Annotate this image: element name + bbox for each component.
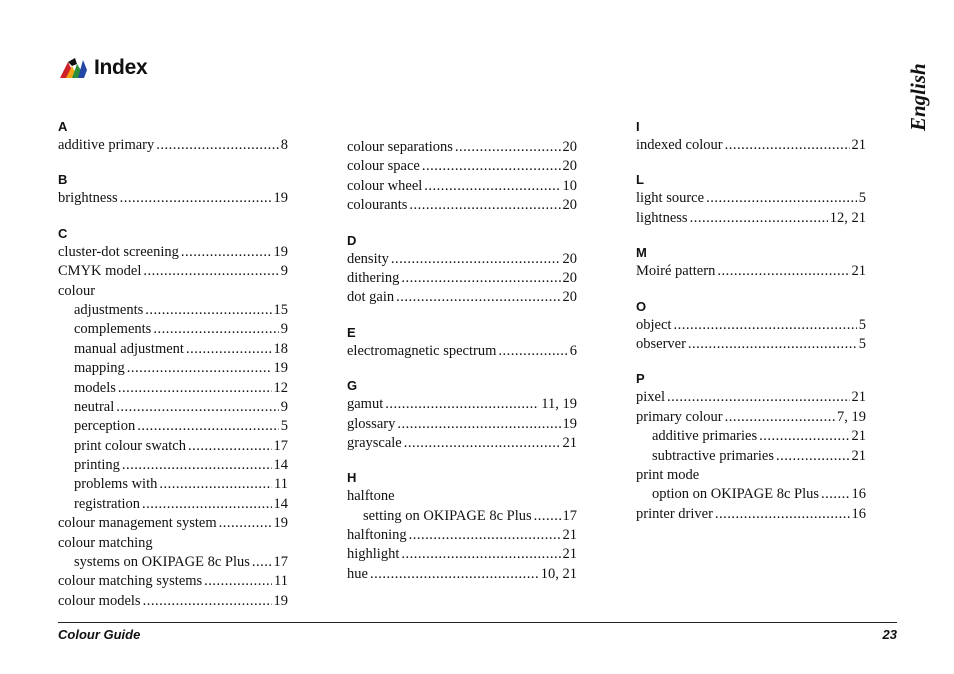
entry-page-ref: 21 <box>851 389 866 406</box>
entry-term: complements <box>74 321 152 338</box>
entry-page-ref: 20 <box>562 250 577 267</box>
entry-term: hue <box>347 565 368 582</box>
index-entry <box>58 262 288 281</box>
index-entry <box>347 565 577 584</box>
entry-page-ref: 11, 19 <box>541 396 577 413</box>
dot-leader <box>821 485 849 504</box>
entry-page-ref: 20 <box>562 158 577 175</box>
dot-leader <box>715 505 850 524</box>
entry-page-ref: 6 <box>569 342 577 359</box>
dot-leader <box>706 189 857 208</box>
dot-leader <box>498 342 567 361</box>
dot-leader <box>204 572 272 591</box>
index-entry <box>58 514 288 533</box>
entry-page-ref: 19 <box>562 415 577 432</box>
entry-term: brightness <box>58 190 118 207</box>
dot-leader <box>181 243 272 262</box>
dot-leader <box>690 209 828 228</box>
entry-page-ref: 20 <box>562 197 577 214</box>
logo-icon <box>58 56 88 80</box>
entry-page-ref: 21 <box>851 428 866 445</box>
entry-page-ref: 19 <box>273 360 288 377</box>
dot-leader <box>159 475 272 494</box>
index-entry <box>347 342 577 361</box>
dot-leader <box>186 340 272 359</box>
entry-page-ref: 16 <box>851 505 866 522</box>
entry-term: halftone <box>347 488 395 505</box>
entry-term: grayscale <box>347 434 402 451</box>
entry-term: perception <box>74 418 136 435</box>
index-entry <box>347 526 577 545</box>
entry-term: lightness <box>636 209 688 226</box>
index-entry <box>636 408 866 427</box>
entry-page-ref: 16 <box>851 486 866 503</box>
entry-term: halftoning <box>347 527 407 544</box>
dot-leader <box>455 138 561 157</box>
entry-term: dot gain <box>347 289 395 306</box>
dot-leader <box>116 398 278 417</box>
entry-page-ref: 10 <box>562 177 577 194</box>
entry-term: option on OKIPAGE 8c Plus <box>652 486 820 503</box>
entry-term: dithering <box>347 269 400 286</box>
index-entry <box>347 250 577 269</box>
index-subentry <box>58 301 288 320</box>
dot-leader <box>422 157 561 176</box>
entry-term: colour matching <box>58 534 153 551</box>
index-section <box>347 232 577 308</box>
section-letter: E <box>347 324 356 340</box>
index-entry <box>347 177 577 196</box>
index-subentry <box>58 495 288 514</box>
entry-term: mapping <box>74 360 125 377</box>
dot-leader <box>118 379 272 398</box>
entry-page-ref: 12, 21 <box>829 209 866 226</box>
entry-term: density <box>347 250 389 267</box>
index-entry <box>636 505 866 524</box>
entry-term: pixel <box>636 389 665 406</box>
dot-leader <box>759 427 849 446</box>
index-column-1 <box>58 118 288 611</box>
dot-leader <box>397 415 560 434</box>
index-section <box>636 370 866 524</box>
dot-leader <box>424 177 560 196</box>
entry-page-ref: 17 <box>273 554 288 571</box>
index-section <box>636 298 866 355</box>
language-tab <box>900 55 936 135</box>
section-letter: A <box>58 119 68 134</box>
entry-term: Moiré pattern <box>636 263 716 280</box>
entry-page-ref: 15 <box>273 301 288 318</box>
section-spacer <box>347 118 577 138</box>
index-subentry <box>58 417 288 436</box>
entry-term: colour models <box>58 592 141 609</box>
section-letter: B <box>58 172 68 188</box>
index-entry <box>636 335 866 354</box>
entry-page-ref: 11 <box>274 476 288 493</box>
footer-page-number: 23 <box>882 627 897 642</box>
index-entry <box>58 189 288 208</box>
index-column-2 <box>347 118 577 584</box>
section-letter: H <box>347 470 357 486</box>
entry-page-ref: 21 <box>851 447 866 464</box>
entry-term: manual adjustment <box>74 340 184 357</box>
entry-page-ref: 10, 21 <box>540 565 577 582</box>
index-entry <box>347 545 577 564</box>
dot-leader <box>153 320 278 339</box>
entry-page-ref: 14 <box>273 457 288 474</box>
section-letter: C <box>58 225 68 241</box>
index-entry <box>58 572 288 591</box>
index-entry <box>636 466 866 485</box>
section-letter: G <box>347 378 358 394</box>
dot-leader <box>127 359 272 378</box>
index-header <box>58 56 147 80</box>
entry-page-ref: 7, 19 <box>837 408 866 425</box>
index-subentry <box>58 320 288 339</box>
entry-page-ref: 20 <box>562 139 577 155</box>
index-entry <box>347 196 577 215</box>
index-entry <box>347 434 577 453</box>
dot-leader <box>156 136 279 155</box>
dot-leader <box>137 417 279 436</box>
entry-term: primary colour <box>636 408 723 425</box>
index-entry <box>347 269 577 288</box>
entry-term: colour separations <box>347 139 453 155</box>
entry-term: printing <box>74 457 120 474</box>
entry-page-ref: 14 <box>273 495 288 512</box>
entry-term: adjustments <box>74 301 144 318</box>
language-tab-label: English <box>906 63 930 131</box>
dot-leader <box>717 262 849 281</box>
entry-page-ref: 20 <box>562 289 577 306</box>
footer-guide-title: Colour Guide <box>58 627 141 642</box>
index-section <box>636 244 866 281</box>
dot-leader <box>409 526 561 545</box>
entry-term: CMYK model <box>58 263 142 280</box>
entry-page-ref: 21 <box>562 527 577 544</box>
page-title: Index <box>94 56 148 79</box>
index-section <box>347 377 577 453</box>
index-entry <box>58 282 288 301</box>
entry-term: colour space <box>347 158 420 175</box>
index-section <box>636 171 866 228</box>
dot-leader <box>145 301 271 320</box>
index-entry <box>58 534 288 553</box>
entry-term: additive primaries <box>652 428 758 445</box>
entry-page-ref: 18 <box>273 340 288 357</box>
index-entry <box>636 189 866 208</box>
index-entry <box>347 138 577 157</box>
index-subentry <box>58 340 288 359</box>
dot-leader <box>188 437 272 456</box>
section-letter: D <box>347 232 357 248</box>
footer-divider <box>58 622 897 623</box>
entry-page-ref: 19 <box>273 515 288 532</box>
index-subentry <box>636 447 866 466</box>
dot-leader <box>404 434 561 453</box>
index-entry <box>347 487 577 506</box>
entry-term: observer <box>636 335 686 352</box>
index-subentry <box>58 553 288 572</box>
index-subentry <box>58 437 288 456</box>
entry-page-ref: 17 <box>273 437 288 454</box>
entry-page-ref: 8 <box>280 137 288 153</box>
entry-page-ref: 12 <box>273 379 288 396</box>
entry-page-ref: 9 <box>280 398 288 415</box>
entry-page-ref: 19 <box>273 190 288 207</box>
entry-term: subtractive primaries <box>652 447 774 464</box>
dot-leader <box>143 592 272 611</box>
entry-page-ref: 11 <box>274 573 288 590</box>
dot-leader <box>391 250 561 269</box>
entry-page-ref: 21 <box>851 263 866 280</box>
entry-page-ref: 21 <box>851 137 866 153</box>
dot-leader <box>385 395 539 414</box>
index-subentry <box>347 507 577 526</box>
index-entry <box>347 415 577 434</box>
index-entry <box>636 136 866 155</box>
index-section <box>347 324 577 361</box>
entry-page-ref: 19 <box>273 243 288 260</box>
entry-term: printer driver <box>636 505 713 522</box>
entry-term: registration <box>74 495 141 512</box>
index-subentry <box>58 456 288 475</box>
entry-term: print colour swatch <box>74 437 186 454</box>
dot-leader <box>725 408 835 427</box>
index-subentry <box>58 379 288 398</box>
index-section <box>58 118 288 155</box>
dot-leader <box>370 565 539 584</box>
index-entry <box>636 262 866 281</box>
entry-term: systems on OKIPAGE 8c Plus <box>74 554 250 571</box>
index-subentry <box>58 398 288 417</box>
entry-term: print mode <box>636 466 700 483</box>
index-entry <box>58 136 288 155</box>
index-entry <box>347 157 577 176</box>
index-section <box>347 118 577 216</box>
entry-page-ref: 9 <box>280 321 288 338</box>
section-letter: M <box>636 245 647 261</box>
entry-term: colour management system <box>58 515 217 532</box>
dot-leader <box>396 288 560 307</box>
index-entry <box>347 288 577 307</box>
entry-term: colour <box>58 282 96 299</box>
section-letter: L <box>636 172 644 188</box>
index-section <box>58 225 288 611</box>
entry-term: neutral <box>74 398 115 415</box>
entry-term: problems with <box>74 476 158 493</box>
entry-page-ref: 5 <box>858 190 866 207</box>
index-subentry <box>636 485 866 504</box>
section-letter: P <box>636 371 645 387</box>
dot-leader <box>725 136 850 155</box>
entry-page-ref: 5 <box>858 335 866 352</box>
entry-term: cluster-dot screening <box>58 243 179 260</box>
index-entry <box>58 592 288 611</box>
index-subentry <box>636 427 866 446</box>
index-entry <box>347 395 577 414</box>
entry-term: colour wheel <box>347 177 423 194</box>
entry-page-ref: 21 <box>562 434 577 451</box>
entry-term: indexed colour <box>636 137 723 153</box>
dot-leader <box>688 335 857 354</box>
entry-term: glossary <box>347 415 396 432</box>
dot-leader <box>219 514 272 533</box>
entry-page-ref: 17 <box>562 507 577 524</box>
index-entry <box>636 316 866 335</box>
dot-leader <box>409 196 560 215</box>
section-letter: O <box>636 298 647 314</box>
entry-page-ref: 5 <box>280 418 288 435</box>
dot-leader <box>401 269 560 288</box>
dot-leader <box>673 316 856 335</box>
entry-page-ref: 9 <box>280 263 288 280</box>
entry-term: gamut <box>347 396 384 413</box>
index-entry <box>636 388 866 407</box>
entry-term: setting on OKIPAGE 8c Plus <box>363 507 532 524</box>
index-section <box>347 469 577 584</box>
section-letter: I <box>636 119 640 134</box>
entry-term: light source <box>636 190 705 207</box>
index-section <box>636 118 866 155</box>
dot-leader <box>120 189 272 208</box>
dot-leader <box>142 495 271 514</box>
entry-term: object <box>636 316 672 333</box>
dot-leader <box>143 262 278 281</box>
entry-page-ref: 21 <box>562 546 577 563</box>
entry-page-ref: 20 <box>562 269 577 286</box>
dot-leader <box>252 553 272 572</box>
index-subentry <box>58 359 288 378</box>
dot-leader <box>534 507 561 526</box>
entry-term: electromagnetic spectrum <box>347 342 497 359</box>
entry-term: models <box>74 379 116 396</box>
dot-leader <box>401 545 560 564</box>
index-section <box>58 171 288 208</box>
index-entry <box>636 209 866 228</box>
entry-page-ref: 5 <box>858 316 866 333</box>
index-column-3 <box>636 118 866 524</box>
entry-term: highlight <box>347 546 400 563</box>
entry-page-ref: 19 <box>273 592 288 609</box>
index-entry <box>58 243 288 262</box>
entry-term: colour matching systems <box>58 573 203 590</box>
entry-term: additive primary <box>58 137 155 153</box>
dot-leader <box>122 456 272 475</box>
dot-leader <box>776 447 850 466</box>
entry-term: colourants <box>347 197 408 214</box>
dot-leader <box>667 388 850 407</box>
index-subentry <box>58 475 288 494</box>
